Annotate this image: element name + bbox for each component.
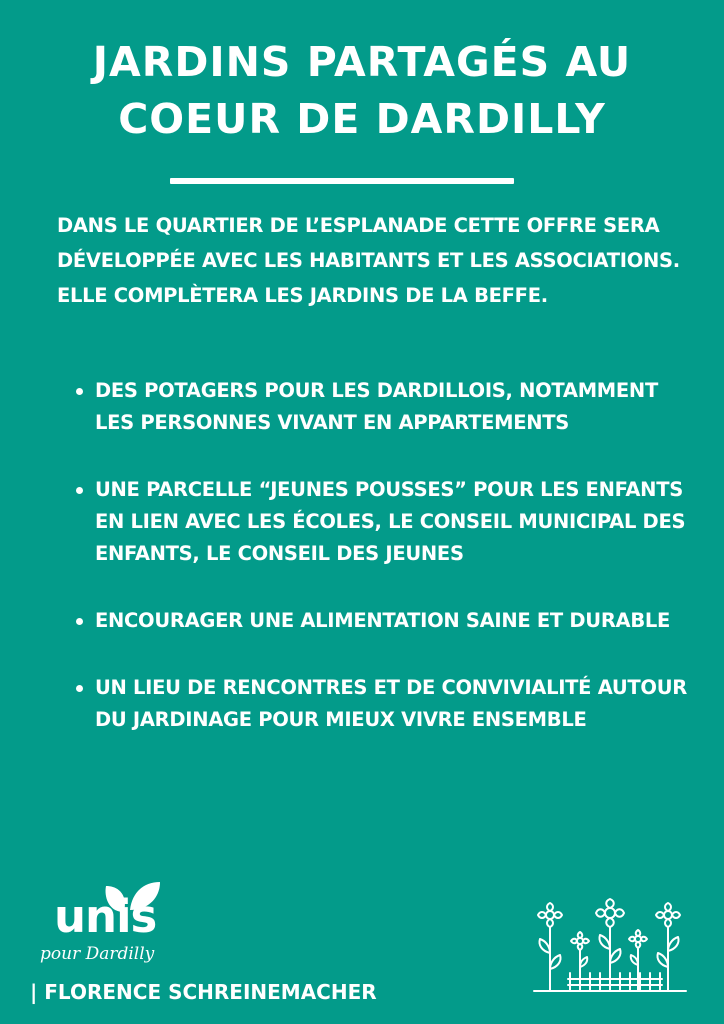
flowers-garden-icon <box>530 893 690 995</box>
title-underline <box>170 178 514 184</box>
bullet-dot-icon <box>76 685 83 692</box>
author-name: | FLORENCE SCHREINEMACHER <box>30 980 377 1004</box>
intro-paragraph: DANS LE QUARTIER DE L’ESPLANADE CETTE OFFRE SERA DÉVELOPPÉE AVEC LES HABITANTS ET LES ASSOCIATIONS. ELLE COMPLÈTERA LES JARDINS DE LA BEFFE. <box>57 214 680 307</box>
bullet-dot-icon <box>76 487 83 494</box>
unis-logo <box>40 878 190 974</box>
logo-wordmark: unis <box>54 890 157 943</box>
bullet-dot-icon <box>76 388 83 395</box>
bullet-list <box>74 375 699 771</box>
bullet-text: UNE PARCELLE “JEUNES POUSSES” POUR LES ENFANTS EN LIEN AVEC LES ÉCOLES, LE CONSEIL MUNICIPAL DES ENFANTS, LE CONSEIL DES JEUNES <box>95 478 686 565</box>
logo-subtitle: pour Dardilly <box>40 944 155 964</box>
bullet-text: UN LIEU DE RENCONTRES ET DE CONVIVIALITÉ AUTOUR DU JARDINAGE POUR MIEUX VIVRE ENSEMBLE <box>95 676 687 731</box>
bullet-text: ENCOURAGER UNE ALIMENTATION SAINE ET DURABLE <box>95 609 671 632</box>
bullet-item <box>74 375 699 439</box>
bullet-item <box>74 474 699 570</box>
bullet-text: DES POTAGERS POUR LES DARDILLOIS, NOTAMMENT LES PERSONNES VIVANT EN APPARTEMENTS <box>95 379 658 434</box>
page-title: JARDINS PARTAGÉS AU COEUR DE DARDILLY <box>92 38 632 143</box>
bullet-dot-icon <box>76 618 83 625</box>
bullet-item <box>74 672 699 736</box>
bullet-item <box>74 605 699 637</box>
